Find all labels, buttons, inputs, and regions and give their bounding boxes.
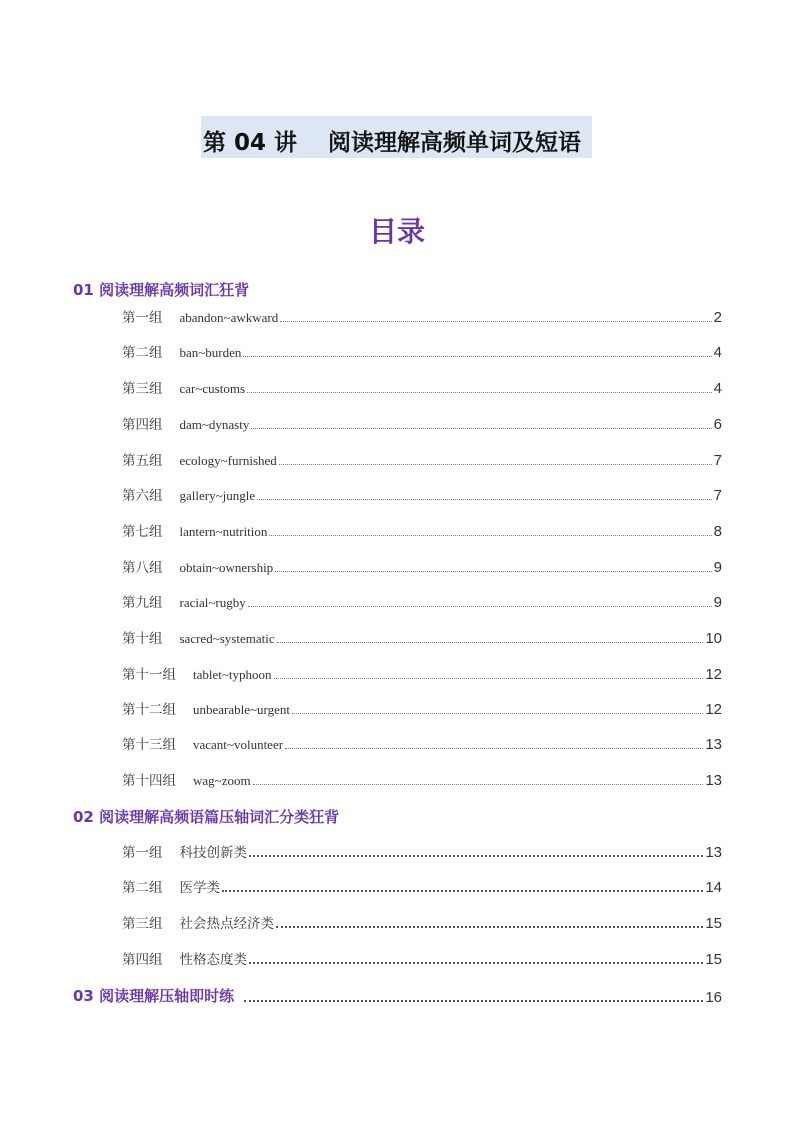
dot-leader <box>253 784 704 785</box>
toc-heading: 目录 <box>368 215 425 248</box>
word-range: abandon~awkward <box>179 310 279 325</box>
group-label: 第五组 <box>122 453 163 469</box>
toc-entry[interactable] <box>122 377 722 397</box>
category-name: 医学类 <box>179 880 220 896</box>
group-label: 第十二组 <box>122 702 176 718</box>
group-label: 第六组 <box>122 488 163 504</box>
page-number: 12 <box>705 666 722 683</box>
page-number: 8 <box>713 523 722 540</box>
word-range: ban~burden <box>179 345 242 360</box>
section-heading-02[interactable]: 02 阅读理解高频语篇压轴词汇分类狂背 <box>73 808 340 826</box>
word-range: tablet~typhoon <box>193 667 272 682</box>
word-range: obtain~ownership <box>179 560 274 575</box>
dot-leader <box>276 926 703 928</box>
word-range: unbearable~urgent <box>193 702 291 717</box>
group-label: 第一组 <box>122 310 163 326</box>
page-number: 13 <box>705 736 722 753</box>
word-range: sacred~systematic <box>179 631 275 646</box>
lesson-title: 阅读理解高频单词及短语 <box>328 130 581 156</box>
toc-entry[interactable] <box>122 484 722 504</box>
dot-leader <box>248 606 712 607</box>
word-range: gallery~jungle <box>179 488 256 503</box>
section-heading-03[interactable] <box>73 984 722 1006</box>
toc-entry[interactable] <box>122 912 722 932</box>
dot-leader <box>244 1000 703 1002</box>
dot-leader <box>279 464 712 465</box>
page-number: 16 <box>705 989 722 1006</box>
group-label: 第十一组 <box>122 667 176 683</box>
page-number: 6 <box>713 416 722 433</box>
page-number: 9 <box>713 594 722 611</box>
dot-leader <box>292 713 703 714</box>
category-name: 性格态度类 <box>179 952 247 968</box>
toc-entry[interactable] <box>122 769 722 789</box>
group-label: 第二组 <box>122 880 163 896</box>
group-label: 第四组 <box>122 952 163 968</box>
word-range: vacant~volunteer <box>193 737 284 752</box>
page-number: 13 <box>705 844 722 861</box>
group-label: 第十四组 <box>122 773 176 789</box>
page-number: 7 <box>713 487 722 504</box>
group-label: 第三组 <box>122 381 163 397</box>
toc-entry[interactable] <box>122 948 722 968</box>
toc-entry[interactable] <box>122 627 722 647</box>
dot-leader <box>249 855 703 857</box>
dot-leader <box>243 356 711 357</box>
toc-entry[interactable] <box>122 306 722 326</box>
page-number: 2 <box>713 309 722 326</box>
toc-entry[interactable] <box>122 556 722 576</box>
toc-entry[interactable] <box>122 520 722 540</box>
page-number: 15 <box>705 951 722 968</box>
category-name: 社会热点经济类 <box>179 916 274 932</box>
lesson-number: 第 04 讲 <box>203 130 298 156</box>
toc-entry[interactable] <box>122 413 722 433</box>
dot-leader <box>277 642 704 643</box>
group-label: 第八组 <box>122 560 163 576</box>
page-number: 7 <box>713 452 722 469</box>
page-number: 15 <box>705 915 722 932</box>
group-label: 第一组 <box>122 845 163 861</box>
word-range: wag~zoom <box>193 773 251 788</box>
group-label: 第三组 <box>122 916 163 932</box>
word-range: lantern~nutrition <box>179 524 268 539</box>
category-name: 科技创新类 <box>179 845 247 861</box>
toc-entry[interactable] <box>122 733 722 753</box>
section-heading-01[interactable]: 01 阅读理解高频词汇狂背 <box>73 281 250 299</box>
section-label: 03 阅读理解压轴即时练 <box>73 987 235 1005</box>
word-range: ecology~furnished <box>179 453 277 468</box>
dot-leader <box>275 571 711 572</box>
toc-entry[interactable] <box>122 449 722 469</box>
dot-leader <box>249 962 703 964</box>
toc-entry[interactable] <box>122 663 722 683</box>
dot-leader <box>280 321 711 322</box>
group-label: 第四组 <box>122 417 163 433</box>
toc-entry[interactable] <box>122 341 722 361</box>
toc-entry[interactable] <box>122 698 722 718</box>
word-range: car~customs <box>179 381 246 396</box>
group-label: 第二组 <box>122 345 163 361</box>
toc-entry[interactable] <box>122 841 722 861</box>
page-number: 10 <box>705 630 722 647</box>
group-label: 第七组 <box>122 524 163 540</box>
dot-leader <box>269 535 711 536</box>
dot-leader <box>247 392 712 393</box>
page-number: 13 <box>705 772 722 789</box>
dot-leader <box>274 678 704 679</box>
page-title <box>201 124 592 158</box>
toc-entry[interactable] <box>122 876 722 896</box>
group-label: 第十组 <box>122 631 163 647</box>
page-number: 9 <box>713 559 722 576</box>
group-label: 第九组 <box>122 595 163 611</box>
dot-leader <box>222 890 703 892</box>
group-label: 第十三组 <box>122 737 176 753</box>
dot-leader <box>285 748 703 749</box>
page-number: 14 <box>705 879 722 896</box>
page-number: 4 <box>713 380 722 397</box>
word-range: dam~dynasty <box>179 417 250 432</box>
page-number: 4 <box>713 344 722 361</box>
word-range: racial~rugby <box>179 595 246 610</box>
dot-leader <box>257 499 712 500</box>
page-number: 12 <box>705 701 722 718</box>
dot-leader <box>251 428 711 429</box>
toc-entry[interactable] <box>122 591 722 611</box>
